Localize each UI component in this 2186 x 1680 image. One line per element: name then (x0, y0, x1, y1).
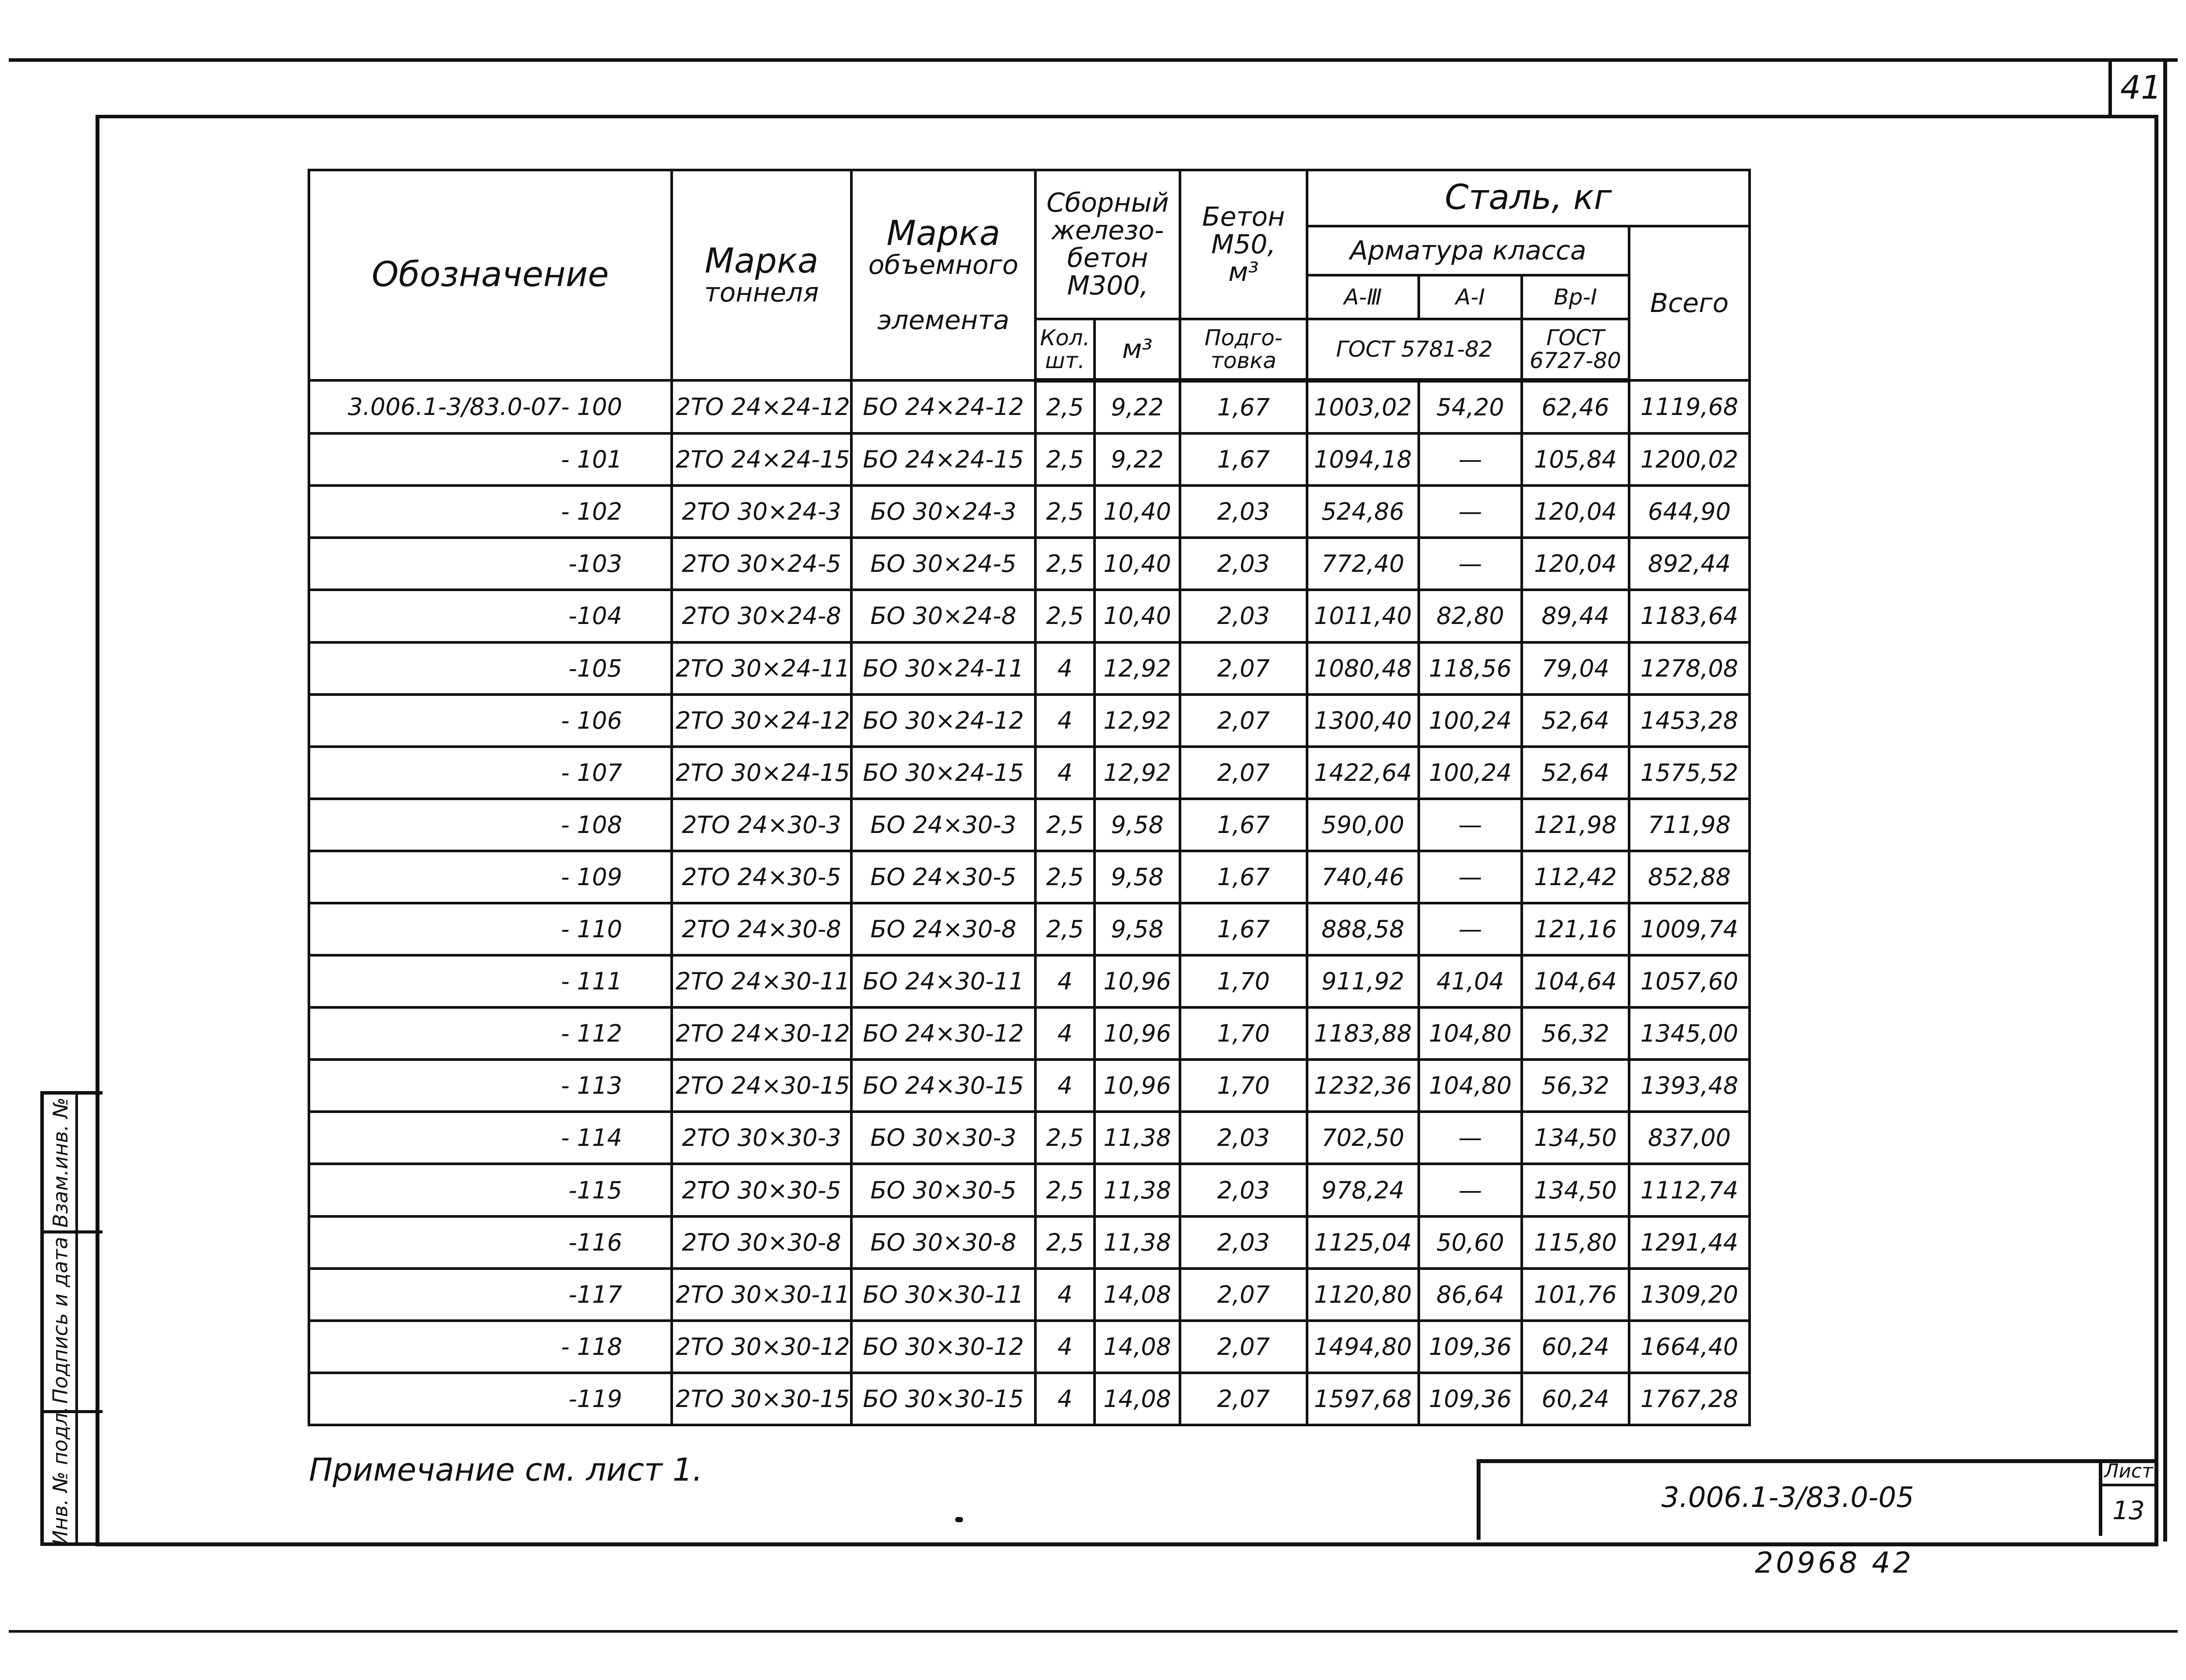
cell-prep: 2,07 (1180, 642, 1307, 695)
stamp-sign-date: Подпись и дата (49, 1237, 72, 1404)
cell-des: -115 (309, 1164, 672, 1216)
cell-a1: 100,24 (1419, 695, 1522, 747)
cell-a1: 82,80 (1419, 590, 1522, 642)
cell-elem: БО 24×24-12 (851, 380, 1035, 433)
cell-total: 1009,74 (1629, 903, 1750, 955)
header-bp1: Вр-Ⅰ (1522, 275, 1629, 319)
cell-prep: 2,07 (1180, 747, 1307, 799)
cell-qty: 4 (1035, 1007, 1095, 1060)
cell-des: -117 (309, 1269, 672, 1321)
cell-tunnel: 2ТО 24×30-15 (672, 1060, 851, 1112)
cell-total: 1309,20 (1629, 1269, 1750, 1321)
cell-total: 1057,60 (1629, 955, 1750, 1007)
cell-m3: 9,58 (1095, 851, 1180, 903)
cell-m3: 9,22 (1095, 433, 1180, 486)
cell-tunnel: 2ТО 30×24-12 (672, 695, 851, 747)
table-row (309, 433, 1750, 486)
spec-table-body (309, 380, 1750, 1425)
cell-a1: 109,36 (1419, 1321, 1522, 1373)
header-tunnel-mark: Марка тоннеля (672, 170, 851, 380)
cell-prep: 2,03 (1180, 1112, 1307, 1164)
cell-a1: 41,04 (1419, 955, 1522, 1007)
cell-tunnel: 2ТО 30×24-5 (672, 538, 851, 590)
cell-a3: 1597,68 (1307, 1373, 1419, 1425)
cell-m3: 10,96 (1095, 1060, 1180, 1112)
cell-a1: — (1419, 433, 1522, 486)
cell-bp: 104,64 (1522, 955, 1629, 1007)
cell-total: 852,88 (1629, 851, 1750, 903)
cell-bp: 60,24 (1522, 1373, 1629, 1425)
cell-a1: — (1419, 903, 1522, 955)
table-row (309, 1321, 1750, 1373)
cell-bp: 101,76 (1522, 1269, 1629, 1321)
cell-des: - 118 (309, 1321, 672, 1373)
cell-a1: — (1419, 486, 1522, 538)
cell-qty: 4 (1035, 1373, 1095, 1425)
cell-des: - 101 (309, 433, 672, 486)
cell-m3: 14,08 (1095, 1373, 1180, 1425)
cell-a3: 702,50 (1307, 1112, 1419, 1164)
cell-m3: 10,40 (1095, 538, 1180, 590)
cell-qty: 2,5 (1035, 1112, 1095, 1164)
cell-m3: 12,92 (1095, 747, 1180, 799)
cell-m3: 10,40 (1095, 590, 1180, 642)
cell-m3: 12,92 (1095, 695, 1180, 747)
cell-des: -104 (309, 590, 672, 642)
cell-m3: 9,58 (1095, 903, 1180, 955)
table-row (309, 1269, 1750, 1321)
cell-qty: 2,5 (1035, 799, 1095, 851)
cell-prep: 2,07 (1180, 1373, 1307, 1425)
table-row (309, 1373, 1750, 1425)
table-row (309, 1112, 1750, 1164)
cell-a3: 1494,80 (1307, 1321, 1419, 1373)
cell-a3: 1232,36 (1307, 1060, 1419, 1112)
cell-a1: 104,80 (1419, 1060, 1522, 1112)
cell-total: 1291,44 (1629, 1216, 1750, 1269)
cell-tunnel: 2ТО 30×30-12 (672, 1321, 851, 1373)
table-row (309, 1007, 1750, 1060)
cell-tunnel: 2ТО 24×24-15 (672, 433, 851, 486)
cell-a3: 524,86 (1307, 486, 1419, 538)
cell-bp: 115,80 (1522, 1216, 1629, 1269)
table-row (309, 1216, 1750, 1269)
cell-total: 1119,68 (1629, 380, 1750, 433)
cell-des: - 102 (309, 486, 672, 538)
cell-tunnel: 2ТО 24×30-8 (672, 903, 851, 955)
cell-qty: 4 (1035, 1321, 1095, 1373)
table-row (309, 955, 1750, 1007)
cell-des: -119 (309, 1373, 672, 1425)
header-prep: Подго- товка (1180, 319, 1307, 380)
table-row (309, 590, 1750, 642)
cell-bp: 62,46 (1522, 380, 1629, 433)
cell-a1: — (1419, 1164, 1522, 1216)
cell-prep: 1,67 (1180, 799, 1307, 851)
cell-m3: 11,38 (1095, 1164, 1180, 1216)
cell-bp: 134,50 (1522, 1164, 1629, 1216)
table-row (309, 851, 1750, 903)
cell-a1: 50,60 (1419, 1216, 1522, 1269)
cell-m3: 9,58 (1095, 799, 1180, 851)
cell-tunnel: 2ТО 30×30-3 (672, 1112, 851, 1164)
cell-prep: 2,03 (1180, 538, 1307, 590)
cell-qty: 2,5 (1035, 1164, 1095, 1216)
cell-des: 3.006.1-3/83.0-07- 100 (309, 380, 672, 433)
cell-a3: 740,46 (1307, 851, 1419, 903)
cell-des: - 106 (309, 695, 672, 747)
cell-bp: 134,50 (1522, 1112, 1629, 1164)
cell-elem: БО 24×30-8 (851, 903, 1035, 955)
cell-bp: 52,64 (1522, 747, 1629, 799)
cell-elem: БО 30×24-5 (851, 538, 1035, 590)
cell-qty: 4 (1035, 1060, 1095, 1112)
cell-m3: 10,40 (1095, 486, 1180, 538)
header-qty: Кол. шт. (1035, 319, 1095, 380)
cell-a3: 1120,80 (1307, 1269, 1419, 1321)
cell-m3: 10,96 (1095, 1007, 1180, 1060)
cell-bp: 79,04 (1522, 642, 1629, 695)
cell-total: 1112,74 (1629, 1164, 1750, 1216)
cell-a1: — (1419, 538, 1522, 590)
cell-bp: 52,64 (1522, 695, 1629, 747)
cell-tunnel: 2ТО 30×30-11 (672, 1269, 851, 1321)
table-row (309, 695, 1750, 747)
cell-qty: 2,5 (1035, 851, 1095, 903)
cell-qty: 2,5 (1035, 903, 1095, 955)
cell-qty: 2,5 (1035, 538, 1095, 590)
stamp-inv-orig: Инв. № подл. (49, 1406, 73, 1545)
cell-elem: БО 30×30-5 (851, 1164, 1035, 1216)
header-rebar-class: Арматура класса (1307, 226, 1629, 275)
header-steel: Сталь, кг (1307, 170, 1750, 226)
cell-a1: — (1419, 851, 1522, 903)
cell-tunnel: 2ТО 30×24-3 (672, 486, 851, 538)
cell-m3: 12,92 (1095, 642, 1180, 695)
cell-a1: 86,64 (1419, 1269, 1522, 1321)
sheet-box (2099, 1459, 2155, 1536)
cell-elem: БО 30×30-15 (851, 1373, 1035, 1425)
cell-a3: 978,24 (1307, 1164, 1419, 1216)
cell-bp: 56,32 (1522, 1007, 1629, 1060)
cell-des: -105 (309, 642, 672, 695)
cell-prep: 1,67 (1180, 433, 1307, 486)
cell-qty: 2,5 (1035, 380, 1095, 433)
cell-total: 644,90 (1629, 486, 1750, 538)
cell-bp: 89,44 (1522, 590, 1629, 642)
cell-des: - 114 (309, 1112, 672, 1164)
cell-qty: 4 (1035, 1269, 1095, 1321)
cell-bp: 120,04 (1522, 486, 1629, 538)
cell-total: 892,44 (1629, 538, 1750, 590)
cell-elem: БО 24×30-5 (851, 851, 1035, 903)
cell-prep: 1,67 (1180, 903, 1307, 955)
cell-des: - 110 (309, 903, 672, 955)
cell-a3: 772,40 (1307, 538, 1419, 590)
margin-stamp (40, 1091, 103, 1546)
cell-a3: 1183,88 (1307, 1007, 1419, 1060)
cell-prep: 1,67 (1180, 851, 1307, 903)
cell-elem: БО 24×30-11 (851, 955, 1035, 1007)
cell-elem: БО 24×30-3 (851, 799, 1035, 851)
header-precast: Сборный железо- бетон М300, (1035, 170, 1180, 319)
cell-tunnel: 2ТО 30×24-15 (672, 747, 851, 799)
cell-elem: БО 30×30-11 (851, 1269, 1035, 1321)
doc-number: 3.006.1-3/83.0-05 (1661, 1481, 1914, 1514)
table-row (309, 903, 1750, 955)
cell-tunnel: 2ТО 24×24-12 (672, 380, 851, 433)
header-volume-mark: Марка объемного элемента (851, 170, 1035, 380)
cell-a3: 1422,64 (1307, 747, 1419, 799)
cell-qty: 4 (1035, 747, 1095, 799)
sheet-number: 13 (2112, 1496, 2145, 1525)
header-gost-b: ГОСТ 6727-80 (1522, 319, 1629, 380)
cell-qty: 4 (1035, 695, 1095, 747)
cell-total: 1575,52 (1629, 747, 1750, 799)
cell-bp: 121,16 (1522, 903, 1629, 955)
cell-tunnel: 2ТО 24×30-11 (672, 955, 851, 1007)
cell-prep: 1,70 (1180, 955, 1307, 1007)
cell-qty: 2,5 (1035, 590, 1095, 642)
page-number-box (2108, 60, 2170, 115)
cell-elem: БО 24×30-12 (851, 1007, 1035, 1060)
table-row (309, 380, 1750, 433)
cell-bp: 121,98 (1522, 799, 1629, 851)
cell-prep: 2,03 (1180, 590, 1307, 642)
sheet-right-line (2163, 60, 2167, 1542)
cell-tunnel: 2ТО 30×24-8 (672, 590, 851, 642)
cell-tunnel: 2ТО 24×30-12 (672, 1007, 851, 1060)
cell-des: - 109 (309, 851, 672, 903)
cell-elem: БО 30×24-11 (851, 642, 1035, 695)
note-text: Примечание см. лист 1. (309, 1451, 703, 1488)
cell-total: 1453,28 (1629, 695, 1750, 747)
cell-elem: БО 30×24-12 (851, 695, 1035, 747)
cell-qty: 4 (1035, 642, 1095, 695)
sheet-bottom-line (9, 1630, 2178, 1633)
cell-tunnel: 2ТО 30×30-15 (672, 1373, 851, 1425)
cell-elem: БО 30×24-3 (851, 486, 1035, 538)
cell-m3: 14,08 (1095, 1321, 1180, 1373)
cell-tunnel: 2ТО 24×30-5 (672, 851, 851, 903)
cell-tunnel: 2ТО 30×30-8 (672, 1216, 851, 1269)
cell-prep: 1,67 (1180, 380, 1307, 433)
cell-elem: БО 30×24-15 (851, 747, 1035, 799)
cell-prep: 1,70 (1180, 1060, 1307, 1112)
cell-m3: 11,38 (1095, 1216, 1180, 1269)
table-row (309, 1164, 1750, 1216)
cell-m3: 14,08 (1095, 1269, 1180, 1321)
stamp-inv-sub: Взам.инв. № (49, 1097, 73, 1228)
cell-des: - 108 (309, 799, 672, 851)
cell-prep: 2,03 (1180, 486, 1307, 538)
cell-qty: 2,5 (1035, 486, 1095, 538)
cell-qty: 4 (1035, 955, 1095, 1007)
cell-total: 1767,28 (1629, 1373, 1750, 1425)
table-row (309, 642, 1750, 695)
cell-des: - 111 (309, 955, 672, 1007)
cell-a1: 109,36 (1419, 1373, 1522, 1425)
header-a1: А-Ⅰ (1419, 275, 1522, 319)
cell-a3: 1003,02 (1307, 380, 1419, 433)
cell-tunnel: 2ТО 30×24-11 (672, 642, 851, 695)
ink-mark (955, 1517, 963, 1522)
cell-m3: 11,38 (1095, 1112, 1180, 1164)
cell-a1: 104,80 (1419, 1007, 1522, 1060)
sheet-label: Лист (2102, 1459, 2155, 1486)
cell-a3: 1300,40 (1307, 695, 1419, 747)
cell-bp: 120,04 (1522, 538, 1629, 590)
cell-total: 1345,00 (1629, 1007, 1750, 1060)
header-m3: м³ (1095, 319, 1180, 380)
table-row (309, 747, 1750, 799)
page-number: 41 (2120, 69, 2162, 106)
cell-bp: 105,84 (1522, 433, 1629, 486)
cell-des: -103 (309, 538, 672, 590)
cell-a3: 590,00 (1307, 799, 1419, 851)
sheet-top-line (9, 58, 2178, 62)
cell-des: - 107 (309, 747, 672, 799)
cell-a1: 54,20 (1419, 380, 1522, 433)
cell-total: 1393,48 (1629, 1060, 1750, 1112)
cell-total: 1664,40 (1629, 1321, 1750, 1373)
table-row (309, 538, 1750, 590)
cell-elem: БО 30×30-12 (851, 1321, 1035, 1373)
cell-prep: 2,07 (1180, 695, 1307, 747)
cell-des: -116 (309, 1216, 672, 1269)
header-a3: А-Ⅲ (1307, 275, 1419, 319)
cell-prep: 2,07 (1180, 1321, 1307, 1373)
cell-bp: 60,24 (1522, 1321, 1629, 1373)
cell-a1: 118,56 (1419, 642, 1522, 695)
cell-m3: 10,96 (1095, 955, 1180, 1007)
cell-a3: 1094,18 (1307, 433, 1419, 486)
cell-qty: 2,5 (1035, 1216, 1095, 1269)
cell-a3: 1011,40 (1307, 590, 1419, 642)
cell-bp: 56,32 (1522, 1060, 1629, 1112)
cell-a3: 1080,48 (1307, 642, 1419, 695)
cell-total: 1278,08 (1629, 642, 1750, 695)
cell-tunnel: 2ТО 30×30-5 (672, 1164, 851, 1216)
cell-elem: БО 24×24-15 (851, 433, 1035, 486)
header-designation: Обозначение (309, 170, 672, 380)
cell-tunnel: 2ТО 24×30-3 (672, 799, 851, 851)
cell-elem: БО 30×30-8 (851, 1216, 1035, 1269)
cell-elem: БО 24×30-15 (851, 1060, 1035, 1112)
table-row (309, 486, 1750, 538)
cell-a3: 911,92 (1307, 955, 1419, 1007)
cell-total: 1183,64 (1629, 590, 1750, 642)
cell-bp: 112,42 (1522, 851, 1629, 903)
spec-table (308, 169, 1751, 1426)
cell-prep: 2,03 (1180, 1216, 1307, 1269)
header-gost-a: ГОСТ 5781-82 (1307, 319, 1522, 380)
cell-prep: 2,07 (1180, 1269, 1307, 1321)
cell-a1: — (1419, 1112, 1522, 1164)
cell-prep: 2,03 (1180, 1164, 1307, 1216)
cell-des: - 112 (309, 1007, 672, 1060)
archive-number: 20968 42 (1755, 1546, 1914, 1580)
cell-a1: 100,24 (1419, 747, 1522, 799)
cell-elem: БО 30×24-8 (851, 590, 1035, 642)
cell-prep: 1,70 (1180, 1007, 1307, 1060)
cell-qty: 2,5 (1035, 433, 1095, 486)
cell-a3: 1125,04 (1307, 1216, 1419, 1269)
table-row (309, 799, 1750, 851)
cell-total: 1200,02 (1629, 433, 1750, 486)
table-row (309, 1060, 1750, 1112)
cell-a1: — (1419, 799, 1522, 851)
header-concrete: Бетон М50, м³ (1180, 170, 1307, 319)
cell-des: - 113 (309, 1060, 672, 1112)
cell-total: 711,98 (1629, 799, 1750, 851)
cell-a3: 888,58 (1307, 903, 1419, 955)
header-total: Всего (1629, 226, 1750, 380)
cell-m3: 9,22 (1095, 380, 1180, 433)
cell-total: 837,00 (1629, 1112, 1750, 1164)
cell-elem: БО 30×30-3 (851, 1112, 1035, 1164)
